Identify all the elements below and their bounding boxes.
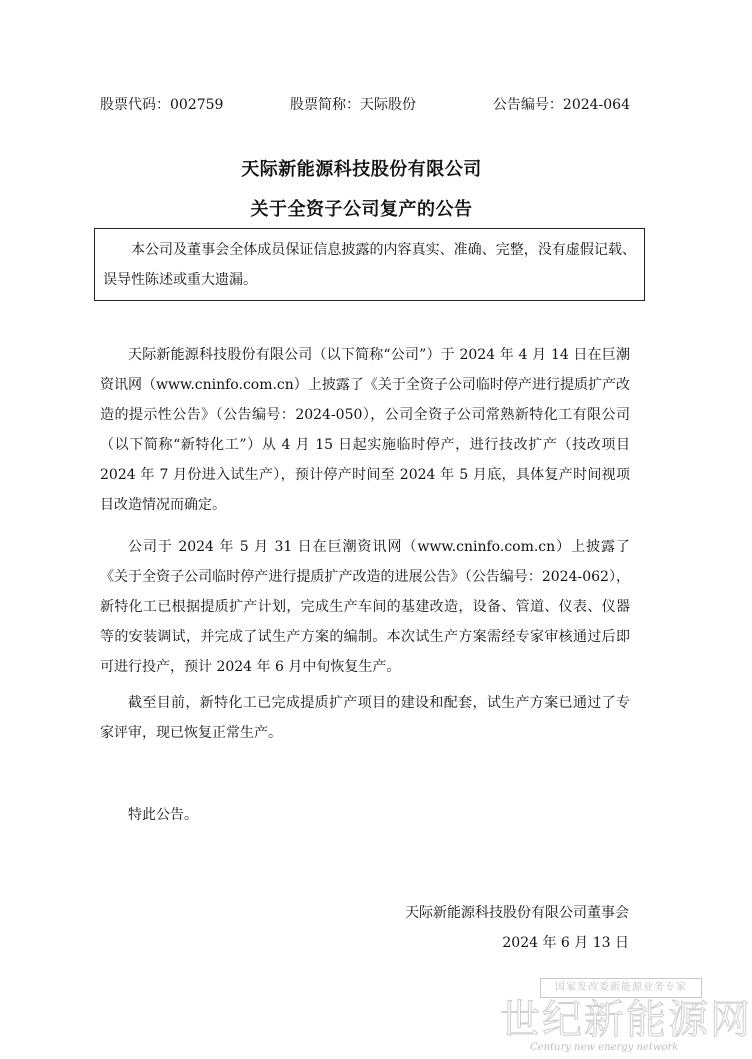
body-paragraph-2: 公司于 2024 年 5 月 31 日在巨潮资讯网（www.cninfo.com.cn）上披露了《关于全资子公司临时停产进行提质扩产改造的进展公告》（公告编号：2024-062），新特化工已根据提质扩产计划，完成生产车间的基建改造，设备、管道、仪表、仪器等的安装调试，并完成了试生产方案的编制。本次试生产方案需经专家审核通过后即可进行投产，预计 2024 年 6 月中旬恢复生产。 — [100, 539, 630, 675]
body-paragraph-1: 天际新能源科技股份有限公司（以下简称“公司”）于 2024 年 4 月 14 日在巨潮资讯网（www.cninfo.com.cn）上披露了《关于全资子公司临时停产进行提质扩产改造的提示性公告》（公告编号：2024-050），公司全资子公司常熟新特化工有限公司（以下简称“新特化工”）从 4 月 15 日起实施临时停产，进行技改扩产（技改项目 2024 年 7 月份进入试生产），预计停产时间至 2024 年 5 月底，具体复产时间视项目改造情况而确定。 — [100, 347, 630, 513]
watermark-english: Century new energy network — [530, 1042, 679, 1053]
statement-box — [94, 228, 645, 301]
watermark-logo — [500, 978, 752, 1058]
notice-number: 公告编号：2024-064 — [492, 97, 630, 113]
body-paragraph-3: 截至目前，新特化工已完成提质扩产项目的建设和配套，试生产方案已通过了专家评审，现已恢复正常生产。 — [100, 695, 630, 741]
notice-title: 关于全资子公司复产的公告 — [250, 199, 473, 220]
statement-text: 本公司及董事会全体成员保证信息披露的内容真实、准确、完整，没有虚假记载、误导性陈述或重大遗漏。 — [103, 242, 636, 288]
watermark-tagline: 国家发改委新能源业务专家 — [540, 978, 702, 998]
board-signature: 天际新能源科技股份有限公司董事会 — [405, 905, 629, 921]
stock-name: 股票简称：天际股份 — [290, 97, 416, 113]
signature-date: 2024 年 6 月 13 日 — [502, 935, 629, 951]
stock-code: 股票代码：002759 — [100, 97, 224, 113]
company-title: 天际新能源科技股份有限公司 — [241, 159, 482, 180]
closing-remark: 特此公告。 — [128, 807, 198, 823]
watermark-name: 世纪新能源网 — [500, 997, 752, 1043]
